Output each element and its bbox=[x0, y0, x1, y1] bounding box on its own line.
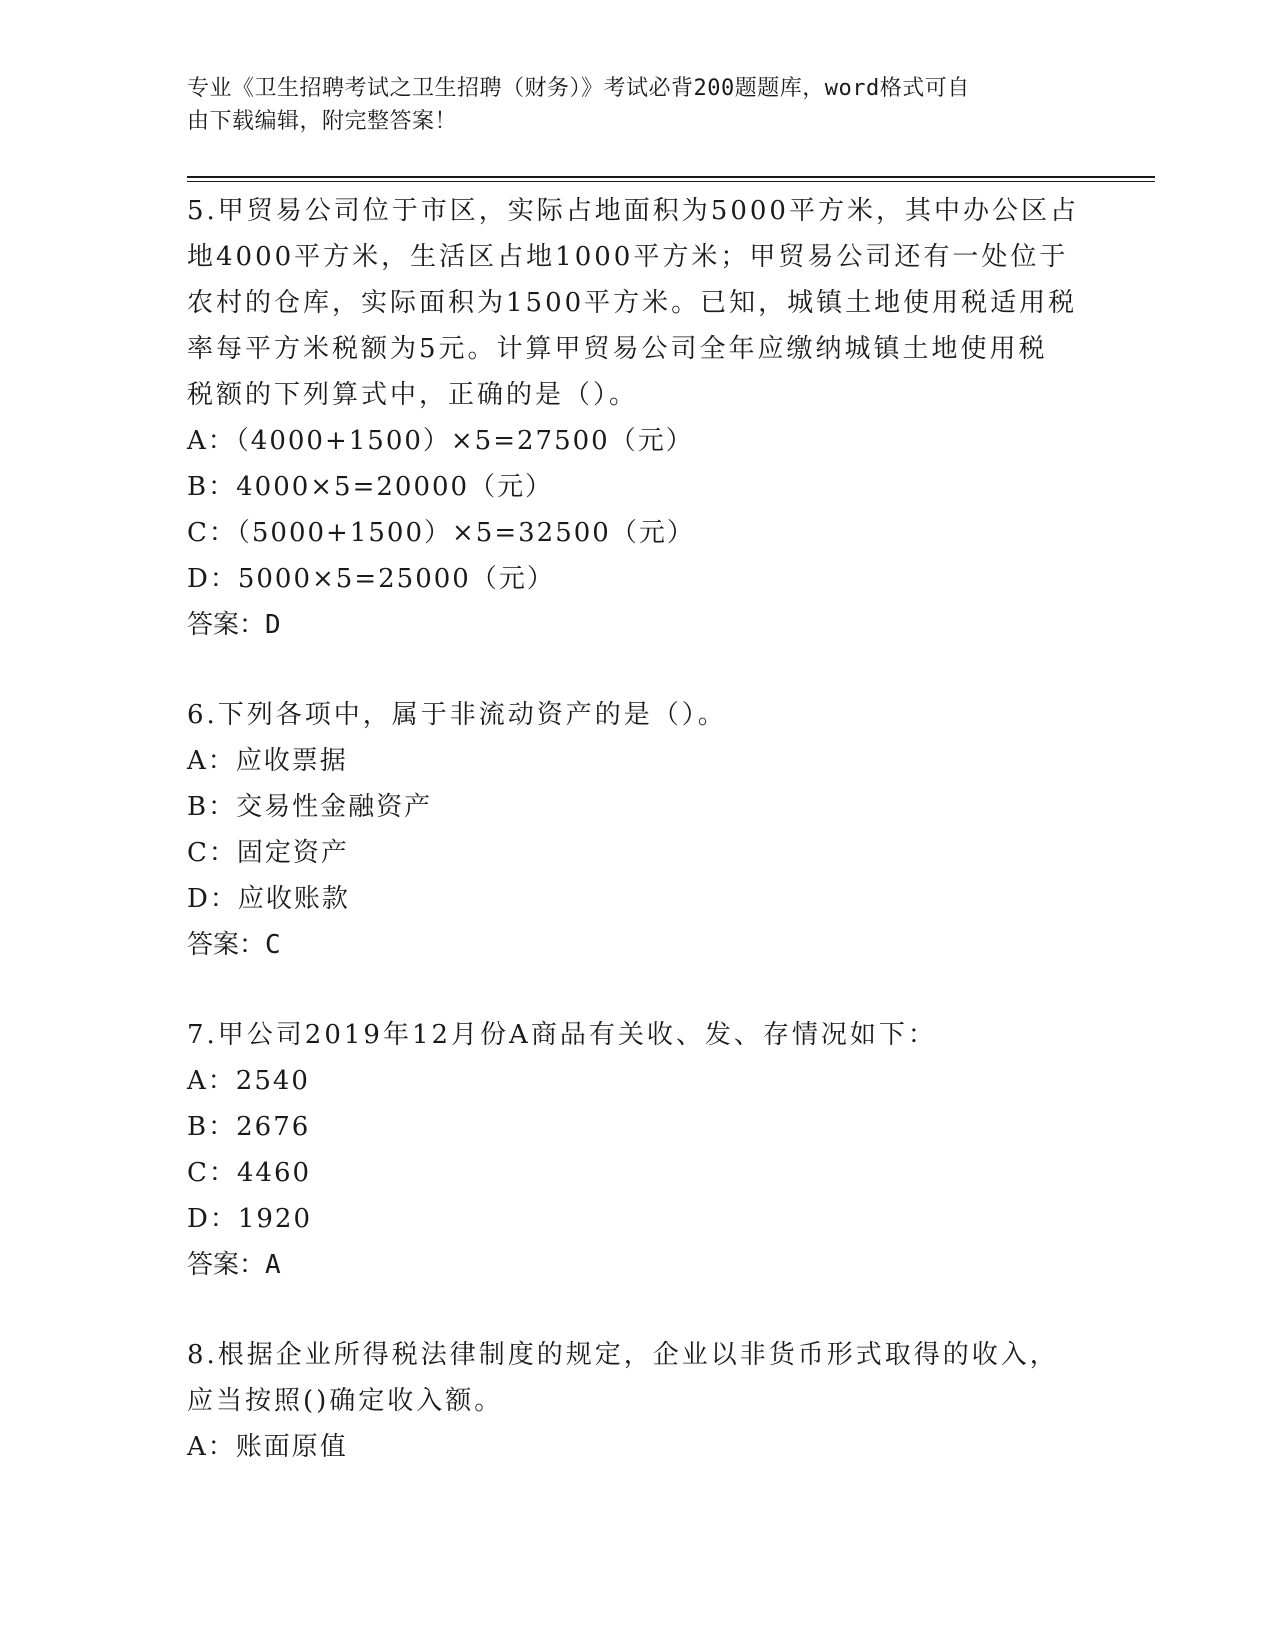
spacer bbox=[187, 1288, 1087, 1332]
option-d: D：应收账款 bbox=[187, 884, 350, 914]
option-d: D：5000×5=25000（元） bbox=[187, 564, 555, 594]
question-list bbox=[187, 188, 1087, 1470]
spacer bbox=[187, 968, 1087, 1012]
answer: 答案：D bbox=[187, 610, 281, 640]
option-a: A：账面原值 bbox=[187, 1432, 348, 1462]
header-line-2: 由下载编辑，附完整答案！ bbox=[187, 109, 458, 134]
question-text-line: 7.甲公司2019年12月份A商品有关收、发、存情况如下： bbox=[187, 1020, 937, 1050]
option-c: C：（5000+1500）×5=32500（元） bbox=[187, 518, 695, 548]
option-a: A：应收票据 bbox=[187, 746, 348, 776]
option-b: B：交易性金融资产 bbox=[187, 792, 433, 822]
option-b: B：4000×5=20000（元） bbox=[187, 472, 554, 502]
question-text-line: 应当按照()确定收入额。 bbox=[187, 1386, 504, 1416]
header-divider-thick bbox=[187, 176, 1155, 178]
header-divider-thin bbox=[187, 181, 1155, 182]
document-header bbox=[187, 72, 1067, 138]
question-5 bbox=[187, 188, 1087, 648]
question-text-line: 税额的下列算式中，正确的是（）。 bbox=[187, 380, 639, 410]
question-text-line: 8.根据企业所得税法律制度的规定，企业以非货币形式取得的收入， bbox=[187, 1340, 1059, 1370]
option-c: C：4460 bbox=[187, 1158, 312, 1188]
question-text-line: 6.下列各项中，属于非流动资产的是（）。 bbox=[187, 700, 727, 730]
question-text-line: 5.甲贸易公司位于市区，实际占地面积为5000平方米，其中办公区占 bbox=[187, 196, 1079, 226]
question-text-line: 农村的仓库，实际面积为1500平方米。已知，城镇土地使用税适用税 bbox=[187, 288, 1078, 318]
option-a: A：（4000+1500）×5=27500（元） bbox=[187, 426, 694, 456]
answer: 答案：A bbox=[187, 1250, 281, 1280]
question-text-line: 地4000平方米，生活区占地1000平方米；甲贸易公司还有一处位于 bbox=[187, 242, 1069, 272]
option-a: A：2540 bbox=[187, 1066, 310, 1096]
header-line-1: 专业《卫生招聘考试之卫生招聘（财务）》考试必背200题题库，word格式可自 bbox=[187, 76, 970, 101]
question-7 bbox=[187, 1012, 1087, 1288]
question-6 bbox=[187, 692, 1087, 968]
option-c: C：固定资产 bbox=[187, 838, 349, 868]
option-b: B：2676 bbox=[187, 1112, 311, 1142]
option-d: D：1920 bbox=[187, 1204, 313, 1234]
spacer bbox=[187, 648, 1087, 692]
question-8 bbox=[187, 1332, 1087, 1470]
question-text-line: 率每平方米税额为5元。计算甲贸易公司全年应缴纳城镇土地使用税 bbox=[187, 334, 1048, 364]
answer: 答案：C bbox=[187, 930, 281, 960]
